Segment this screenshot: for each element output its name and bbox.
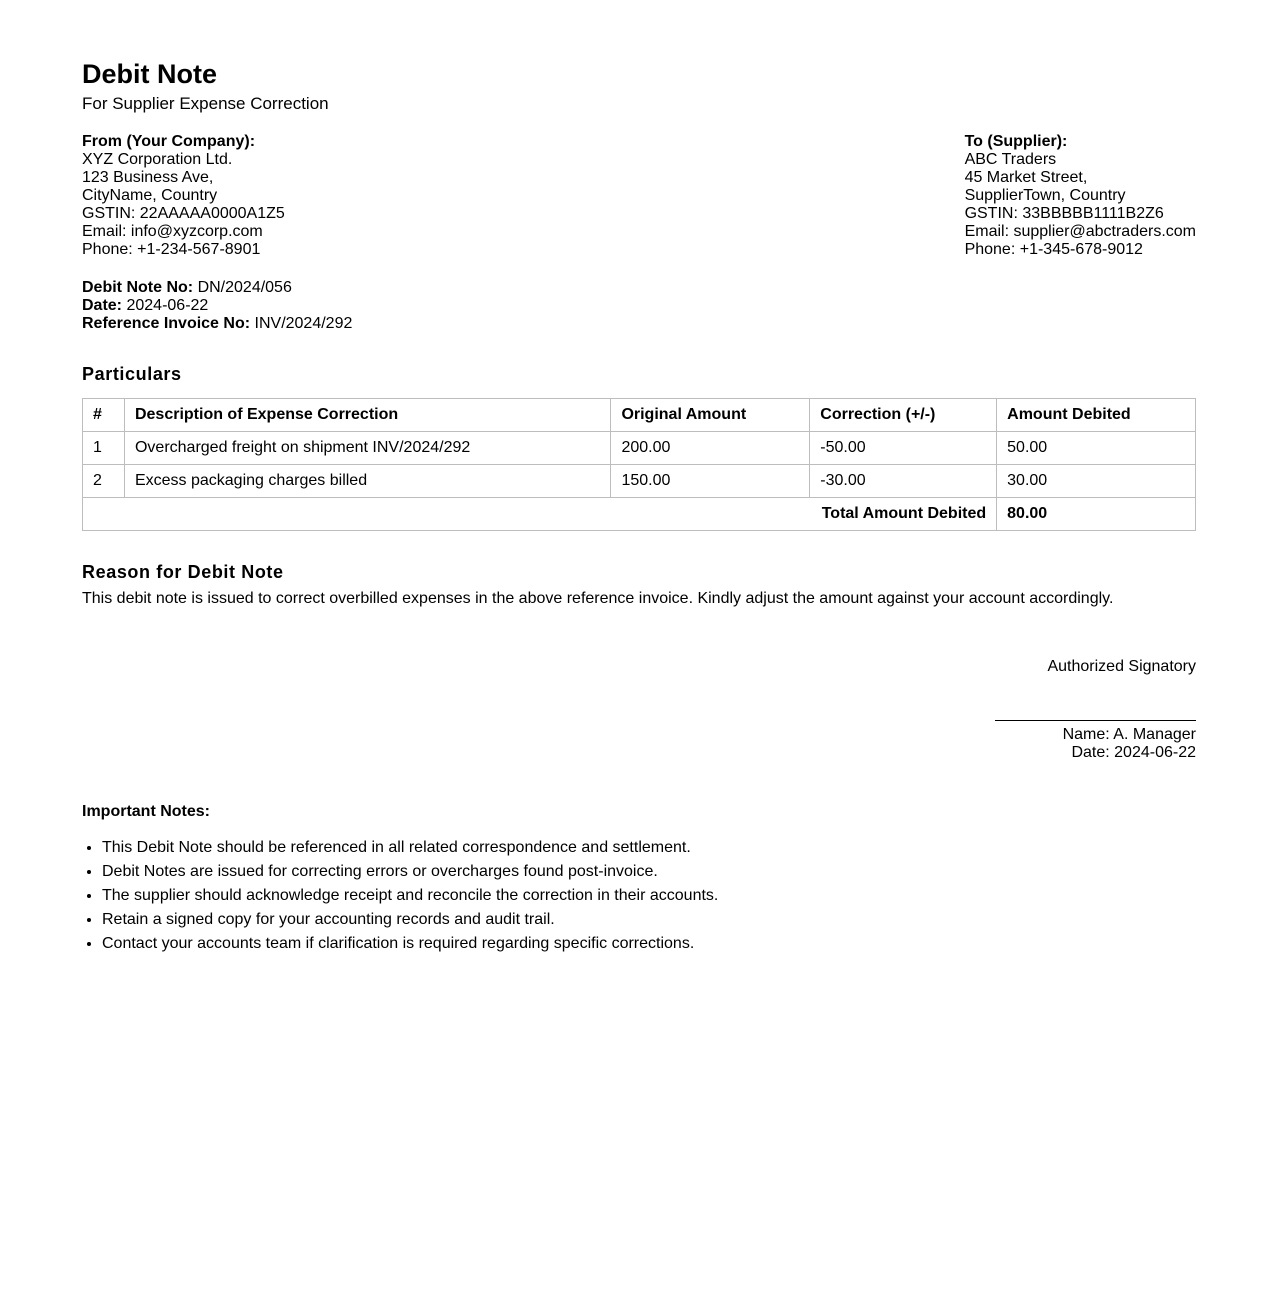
signatory-label: Authorized Signatory [1047,658,1196,675]
row-description: Excess packaging charges billed [124,465,610,498]
page-title: Debit Note [82,59,217,89]
notes-list [82,836,1196,956]
table-header-row [83,399,1196,432]
table-row [83,465,1196,498]
reference-invoice-row [82,315,1196,333]
from-name: XYZ Corporation Ltd. [82,151,233,168]
list-item: • This Debit Note should be referenced in all related correspondence and settlement. [102,836,1196,860]
notes-heading: Important Notes: [82,803,210,820]
list-item: • Contact your accounts team if clarification is required regarding specific corrections. [102,932,1196,956]
reference-invoice-label: Reference Invoice No: [82,315,251,332]
list-item: • Retain a signed copy for your accounting records and audit trail. [102,908,1196,932]
from-address-line1: 123 Business Ave, [82,169,214,186]
total-label: Total Amount Debited [83,498,997,531]
row-correction: -30.00 [810,465,997,498]
row-number: 1 [83,432,125,465]
signatory-date: Date: 2024-06-22 [1071,744,1196,761]
from-phone: Phone: +1-234-567-8901 [82,241,261,258]
reference-invoice: INV/2024/292 [254,315,353,332]
row-correction: -50.00 [810,432,997,465]
row-number: 2 [83,465,125,498]
row-description: Overcharged freight on shipment INV/2024/292 [124,432,610,465]
parties-section [82,133,1196,259]
from-address-line2: CityName, Country [82,187,218,204]
column-header: Description of Expense Correction [124,399,610,432]
note-date: 2024-06-22 [126,297,209,314]
note-date-row [82,297,1196,315]
note-meta [82,279,1196,333]
note-number-label: Debit Note No: [82,279,194,296]
row-original-amount: 200.00 [611,432,810,465]
list-item: • The supplier should acknowledge receipt and reconcile the correction in their accounts. [102,884,1196,908]
row-amount-debited: 30.00 [997,465,1196,498]
page-subtitle: For Supplier Expense Correction [82,94,329,113]
signature-block [82,658,1196,762]
signatory-name: Name: A. Manager [1062,726,1196,743]
row-original-amount: 150.00 [611,465,810,498]
note-date-label: Date: [82,297,123,314]
to-name: ABC Traders [964,151,1057,168]
particulars-table [82,398,1196,531]
column-header: Original Amount [611,399,810,432]
from-company-block [82,133,285,259]
column-header: Amount Debited [997,399,1196,432]
signature-line [995,720,1196,721]
from-heading: From (Your Company): [82,133,256,150]
reason-text: This debit note is issued to correct overbilled expenses in the above reference invoice. Kindly adjust the amount against your account accordingly. [82,590,1114,607]
to-phone: Phone: +1-345-678-9012 [964,241,1143,258]
total-row [83,498,1196,531]
particulars-heading: Particulars [82,364,182,384]
reason-heading: Reason for Debit Note [82,562,284,582]
row-amount-debited: 50.00 [997,432,1196,465]
to-heading: To (Supplier): [964,133,1068,150]
table-row [83,432,1196,465]
to-supplier-block [965,133,1196,259]
column-header: Correction (+/-) [810,399,997,432]
note-number: DN/2024/056 [197,279,292,296]
note-number-row [82,279,1196,297]
to-gstin: GSTIN: 33BBBBB1111B2Z6 [964,205,1164,222]
from-gstin: GSTIN: 22AAAAA0000A1Z5 [82,205,285,222]
column-header: # [83,399,125,432]
total-value: 80.00 [997,498,1196,531]
to-address-line2: SupplierTown, Country [964,187,1126,204]
list-item: • Debit Notes are issued for correcting errors or overcharges found post-invoice. [102,860,1196,884]
to-address-line1: 45 Market Street, [964,169,1088,186]
from-email: Email: info@xyzcorp.com [82,223,263,240]
to-email: Email: supplier@abctraders.com [964,223,1196,240]
